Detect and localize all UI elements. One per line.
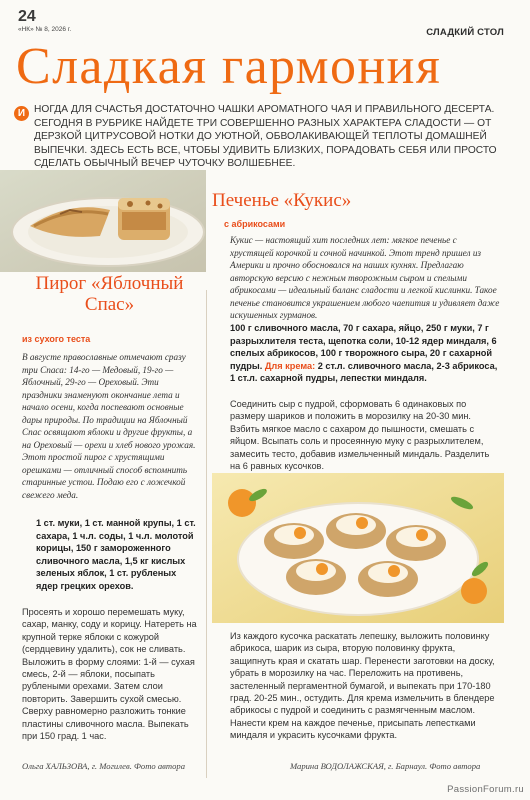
pie-story: В августе православные отмечают сразу три Спаса: 14-го — Медовый, 19-го — Яблочный, 29-го — Ореховый. Эти праздники знаменуют окончание лета и начало осени, когда поспевают основные дары природы. По традиции на Яблочный Спас освящают яблоки и другие фрукты, а на Ореховый — орехи и хлеб нового урожая. Этот простой пирог с хрустящими орешками — отличный способ вспомнить старинные устои. Подаю его с ложечкой свежего меда. bbox=[22, 352, 196, 500]
pie-title: Пирог «Яблочный Спас» bbox=[35, 273, 184, 315]
watermark: PassionForum.ru bbox=[447, 784, 524, 795]
pie-ingredients: 1 ст. муки, 1 ст. манной крупы, 1 ст. сахара, 1 ч.л. соды, 1 ч.л. молотой корицы, 150 г замороженного сливочного масла, 1,5 кг кислых зеленых яблок, 1 ст. рубленых ядер грецких орехов. bbox=[36, 518, 196, 591]
cookies-method-part1: Соединить сыр с пудрой, сформовать 6 одинаковых по размеру шариков и положить в морозилку на 20-30 мин. Взбить мягкое масло с сахаром до пышности, смешать с яйцом. Всыпать соль и просеянную муку с разрыхлителем, замесить тесто, добавив измельченный миндаль. Разделить на 6 равных кусочков. bbox=[230, 399, 490, 472]
cream-label: Для крема: bbox=[264, 360, 316, 371]
issue-info: «НК» № 8, 2026 г. bbox=[18, 26, 72, 33]
pie-subtitle: из сухого теста bbox=[22, 334, 91, 344]
dropcap: И bbox=[14, 106, 29, 121]
intro-text: НОГДА ДЛЯ СЧАСТЬЯ ДОСТАТОЧНО ЧАШКИ АРОМАТНОГО ЧАЯ И ПРАВИЛЬНОГО ДЕСЕРТА. СЕГОДНЯ В РУБРИКЕ НАЙДЕТЕ ТРИ СОВЕРШЕННО РАЗНЫХ ХАРАКТЕРА СЛАДОСТИ — ОТ ДЕРЗКОЙ ЦИТРУСОВОЙ НОТКИ ДО УЮТНОЙ, ОБВОЛАКИВАЮЩЕЙ ТЕПЛОТЫ ДОМАШНЕЙ ВЫПЕЧКИ. ЗДЕСЬ ЕСТЬ ВСЕ, ЧТОБЫ УДИВИТЬ БЛИЗКИХ, ПОРАДОВАТЬ СЕБЯ ИЛИ ПРОСТО СДЕЛАТЬ ОБЫЧНЫЙ ВЕЧЕР ЧУТОЧКУ ВОЛШЕБНЕЕ. bbox=[34, 104, 497, 170]
pie-author: Ольга ХАЛЬЗОВА, г. Могилев. Фото автора bbox=[22, 761, 185, 771]
cookies-author: Марина ВОДОЛАЖСКАЯ, г. Барнаул. Фото автора bbox=[290, 761, 481, 771]
rubric-label: СЛАДКИЙ СТОЛ bbox=[426, 27, 504, 38]
cookies-ingredients-text: 100 г сливочного масла, 70 г сахара, яйцо, 250 г муки, 7 г разрыхлителя теста, щепотка соли, 10-12 ядер миндаля, 6 спелых абрикосов, 100 г творожного сыра, 20 г сахарной пудры. bbox=[230, 323, 497, 371]
page-number: 24 bbox=[18, 8, 36, 25]
cookies-title: Печенье «Кукис» bbox=[212, 190, 352, 211]
column-divider bbox=[206, 290, 207, 778]
cookies-ingredients bbox=[230, 322, 500, 385]
cookies-subtitle: с абрикосами bbox=[224, 219, 286, 229]
apricot-cookies-photo bbox=[212, 473, 504, 623]
apple-pie-photo bbox=[0, 170, 206, 272]
cookies-story: Кукис — настоящий хит последних лет: мягкое печенье с хрустящей корочкой и сочной начинкой. Этот тренд пришел из Америки и прочно обосновался на наших кухнях. Предлагаю авторскую версию с нежным творожным сыром и спелыми абрикосами — идеальный баланс сладости и легкой кислинки. Такое печенье становится украшением любого чаепития и удивляет даже искушенных гурманов. bbox=[230, 235, 500, 320]
page-title: Сладкая гармония bbox=[16, 38, 442, 95]
cookies-method-part2: Из каждого кусочка раскатать лепешку, выложить половинку абрикоса, шарик из сыра, вторую половинку фрукта, защипнуть края и скатать шар. Перенести заготовки на доску, убрать в морозилку на час. Переложить на противень, застеленный пергаментной бумагой, и выпекать при 170-180 град. 20-25 мин., остудить. Для крема измельчить в блендере абрикосы с пудрой и соединить с размягченным маслом. Нанести крем на каждое печенье, присыпать лепестками миндаля и украсить кусочками фрукта. bbox=[230, 631, 495, 741]
cream-ingredients: 2 ст.л. сливочного масла, 2-3 абрикоса, 1 ст.л. сахарной пудры, лепестки миндаля. bbox=[230, 360, 498, 384]
pie-method: Просеять и хорошо перемешать муку, сахар, манку, соду и корицу. Натереть на крупной терке яблоки с кожурой (сердцевину удалить), сок не сливать. Выложить в форму слоями: 1-й — сухая смесь, 2-й — яблоки, посыпать рублеными орехами. Затем слои повторить. Завершить сухой смесью. Сверху равномерно разложить тонкие пластины сливочного масла. Выпекать при 150 град. 1 час. bbox=[22, 607, 197, 742]
